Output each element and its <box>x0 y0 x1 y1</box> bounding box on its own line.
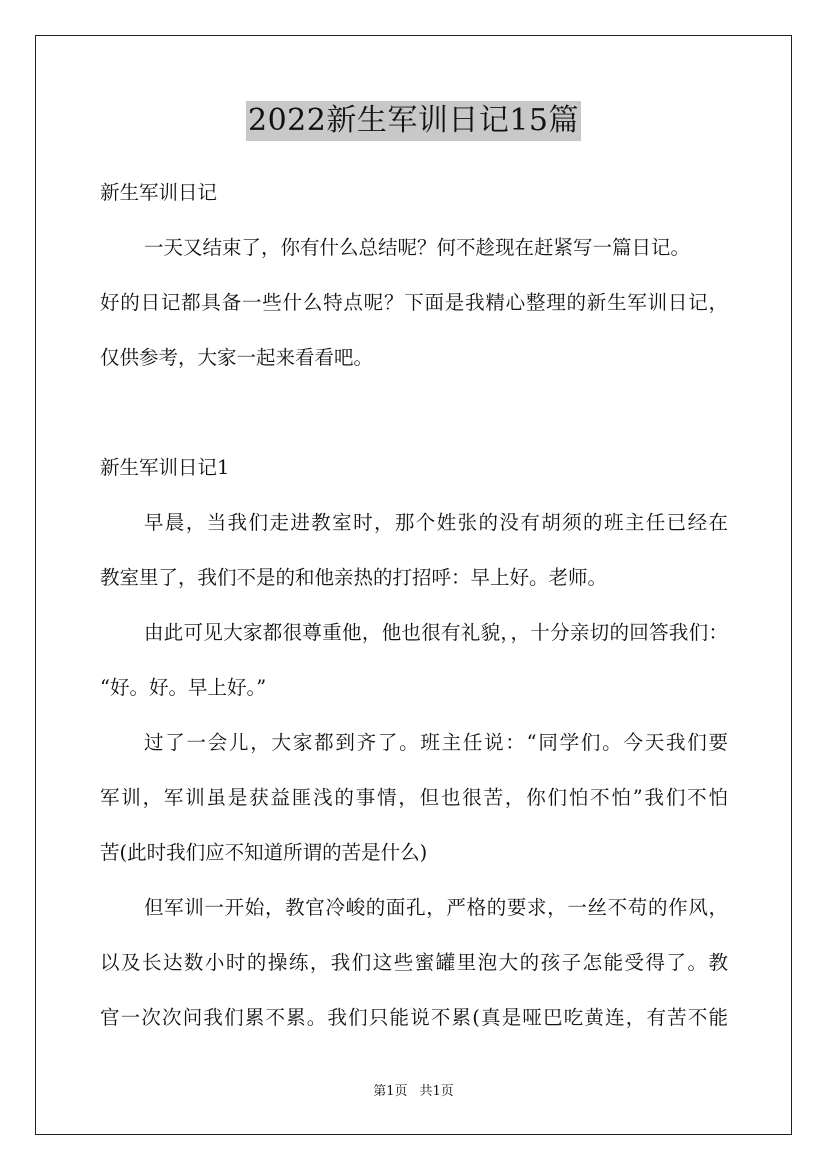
paragraph-line: 但军训一开始，教官冷峻的面孔，严格的要求，一丝不苟的作风， <box>144 896 728 919</box>
paragraph-line: 一天又结束了，你有什么总结呢？何不趁现在赶紧写一篇日记。 <box>144 236 691 259</box>
paragraph-line: 由此可见大家都很尊重他，他也很有礼貌，，十分亲切的回答我们： <box>144 621 728 644</box>
paragraph-line: 以及长达数小时的操练，我们这些蜜罐里泡大的孩子怎能受得了。教 <box>100 951 728 974</box>
document-body <box>100 173 728 1053</box>
document-title: 2022新生军训日记15篇 <box>246 101 581 141</box>
paragraph-line: 过了一会儿，大家都到齐了。班主任说：“同学们。今天我们要 <box>144 731 728 754</box>
paragraph-line: 教室里了，我们不是的和他亲热的打招呼：早上好。老师。 <box>100 566 608 589</box>
blank-line <box>100 393 728 448</box>
paragraph-line: 官一次次问我们累不累。我们只能说不累(真是哑巴吃黄连，有苦不能 <box>100 1006 728 1029</box>
section-heading-intro: 新生军训日记 <box>100 181 218 204</box>
paragraph-line: 苦(此时我们应不知道所谓的苦是什么) <box>100 841 428 864</box>
section-heading-1: 新生军训日记1 <box>100 456 230 479</box>
paragraph-line: 军训，军训虽是获益匪浅的事情，但也很苦，你们怕不怕”我们不怕 <box>100 786 728 809</box>
paragraph-line: 早晨，当我们走进教室时，那个姓张的没有胡须的班主任已经在 <box>144 511 728 534</box>
paragraph-line: 仅供参考，大家一起来看看吧。 <box>100 346 374 369</box>
page-number-total: 共1页 <box>419 1084 454 1099</box>
paragraph-line: 好的日记都具备一些什么特点呢？下面是我精心整理的新生军训日记， <box>100 291 728 314</box>
title-container <box>0 101 827 141</box>
paragraph-line: “好。好。早上好。” <box>100 676 267 699</box>
page-footer <box>0 1083 827 1101</box>
page-number-current: 第1页 <box>373 1084 408 1099</box>
